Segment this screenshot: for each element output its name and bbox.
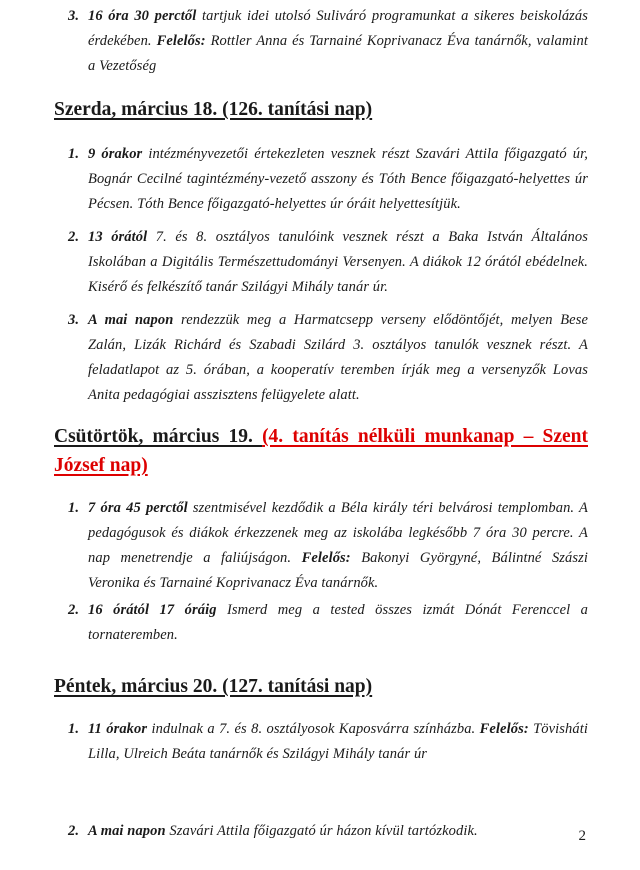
item-number: 2. [68,229,80,245]
item-text [88,823,478,839]
text-segment: Rottler Anna és Tarnainé Koprivanacz Éva tanárnők, valamint a Vezetőség [88,33,588,74]
item-text [88,146,588,212]
emphasis-segment: A mai napon [88,312,181,328]
day-heading [54,672,588,701]
day-heading [54,95,588,124]
list-item [54,819,588,844]
item-text [88,602,588,643]
emphasis-segment: Felelős: [156,33,211,49]
text-segment: tartjuk idei utolsó Suliváró programunkat a sikeres beiskolázás érdekében. [88,8,589,49]
item-text [88,721,588,762]
emphasis-segment: Felelős: [479,721,534,737]
text-segment: indulnak a 7. és 8. osztályosok Kaposvárra színházba. [151,721,480,737]
item-number: 3. [68,312,80,328]
list-item [54,225,588,300]
list-item [54,142,588,217]
item-number: 2. [68,823,80,839]
heading-red-text: (4. tanítás nélküli munkanap – Szent József nap) [54,426,588,476]
heading-text: Csütörtök, március 19. [54,426,263,447]
emphasis-segment: A mai napon [88,823,170,839]
text-segment: Szavári Attila főigazgató úr házon kívül tartózkodik. [169,823,478,839]
item-text [88,500,588,591]
emphasis-segment: 16 óra 30 perctől [88,8,202,24]
emphasis-segment: Felelős: [301,550,362,566]
heading-text: Szerda, március 18. (126. tanítási nap) [54,99,373,120]
emphasis-segment: 11 órakor [88,721,152,737]
day-heading [54,422,588,480]
emphasis-segment: 9 órakor [88,146,149,162]
day-section [54,672,588,844]
list-item [54,717,588,767]
list-item [54,496,588,596]
text-segment: intézményvezetői értekezleten vesznek részt Szavári Attila főigazgató úr, Bognár Cecilné tagintézmény-vezető asszony és Tóth Bence főigazgató-helyettes úr Pécsen. Tóth Bence főigazgató-helyettes úr óráit helyettesítjük. [88,146,588,212]
item-number: 1. [68,146,80,162]
emphasis-segment: 16 órától 17 óráig [88,602,227,618]
item-number: 1. [68,500,80,516]
item-text [88,8,588,74]
carryover-items [54,4,588,79]
day-section [54,95,588,408]
emphasis-segment: 7 óra 45 perctől [88,500,193,516]
list-item [54,308,588,408]
text-segment: rendezzük meg a Harmatcsepp verseny elődöntőjét, melyen Bese Zalán, Lizák Richárd és Szabadi Szilárd 3. osztályos tanulók vesznek részt. A feladatlapot az 5. órában, a kooperatív teremben írják meg a versenyzők Lovas Anita pedagógiai asszisztens felügyelete alatt. [88,312,588,403]
page-number: 2 [578,828,586,844]
item-number: 3. [68,8,80,24]
heading-text: Péntek, március 20. (127. tanítási nap) [54,676,373,697]
item-number: 2. [68,602,80,618]
item-text [88,229,588,295]
emphasis-segment: 13 órától [88,229,156,245]
text-segment: Bakonyi Györgyné, Bálintné Szászi Veronika és Tarnainé Koprivanacz Éva tanárnők. [88,550,588,591]
document-body [54,0,588,844]
day-section [54,422,588,648]
list-item [54,4,588,79]
text-segment: 7. és 8. osztályos tanulóink vesznek részt a Baka István Általános Iskolában a Digitális Természettudományi Versenyen. A diákok 12 órától ebédelnek. Kisérő és felkészítő tanár Szilágyi Mihály tanár úr. [88,229,589,295]
text-segment: szentmisével kezdődik a Béla király téri belvárosi templomban. A pedagógusok és diákok érkezzenek meg az iskolába legkésőbb 7 óra 30 percre. A nap menetrendje a faliújságon. [88,500,588,566]
text-segment: Tövisháti Lilla, Ulreich Beáta tanárnők és Szilágyi Mihály tanár úr [88,721,588,762]
item-text [88,312,588,403]
item-number: 1. [68,721,80,737]
text-segment: Ismerd meg a tested összes izmát Dónát Ferenccel a tornateremben. [88,602,588,643]
list-item [54,598,588,648]
